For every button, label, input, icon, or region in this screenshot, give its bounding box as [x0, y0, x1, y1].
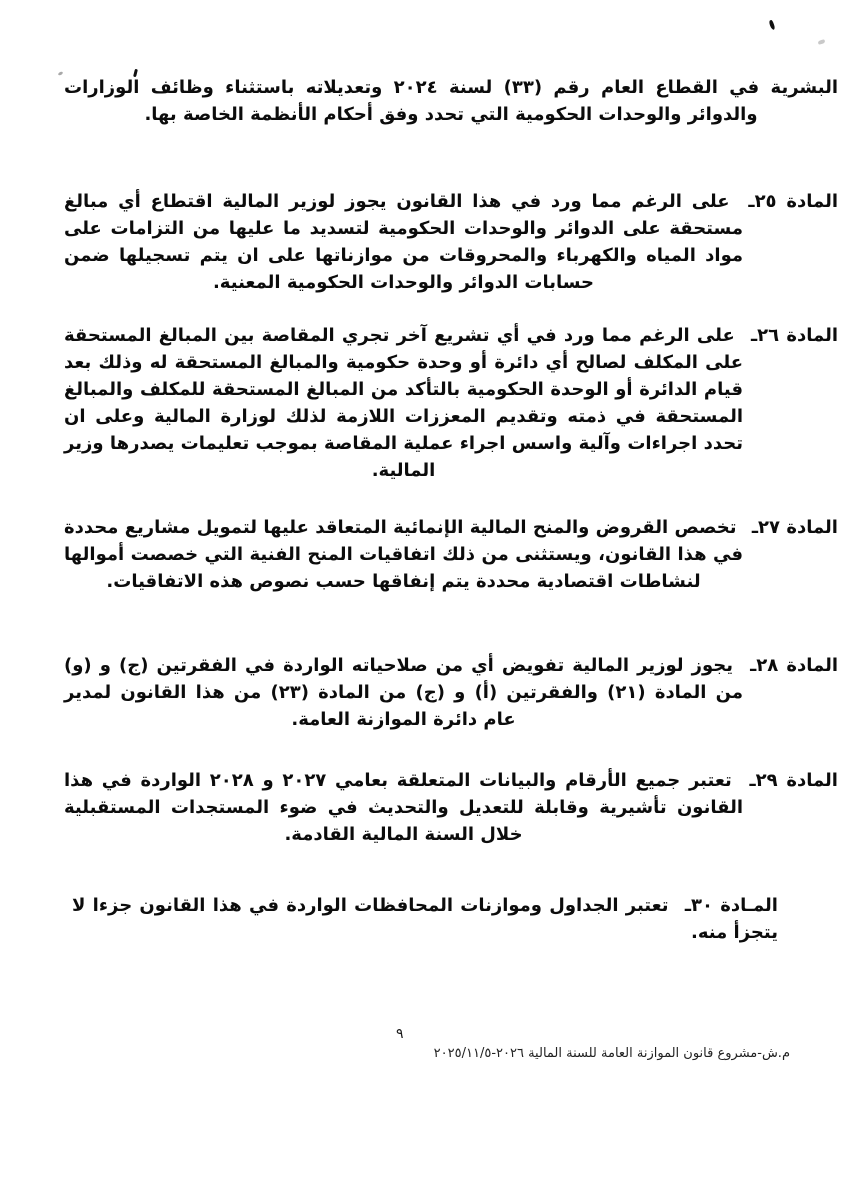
article-30	[72, 892, 778, 946]
article-30-text: تعتبر الجداول وموازنات المحافظات الواردة في هذا القانون جزءا لا يتجزأ منه.	[72, 895, 778, 943]
article-25	[64, 188, 838, 296]
article-28-label: المادة ٢٨ـ	[750, 655, 838, 676]
article-29-text: تعتبر جميع الأرقام والبيانات المتعلقة بعامي ٢٠٢٧ و ٢٠٢٨ الواردة في هذا القانون تأشيرية وقابلة للتعديل والتحديث في ضوء المستجدات المستقبلية خلال السنة المالية القادمة.	[64, 770, 743, 845]
article-27	[64, 514, 838, 595]
page-number: ٩	[396, 1026, 404, 1042]
article-27-label: المادة ٢٧ـ	[751, 517, 838, 538]
article-30-label: المـادة ٣٠ـ	[684, 895, 778, 916]
article-26-label: المادة ٢٦ـ	[751, 325, 838, 346]
article-25-text: على الرغم مما ورد في هذا القانون يجوز لوزير المالية اقتطاع أي مبالغ مستحقة على الدوائر والوحدات الحكومية لتسديد ما عليها من التزامات على مواد المياه والكهرباء والمحروقات من موازناتها على ان يتم تسجيلها ضمن حسابات الدوائر والوحدات الحكومية المعنية.	[64, 191, 743, 293]
article-29	[64, 767, 838, 848]
article-28	[64, 652, 838, 733]
scan-speck-top-right	[768, 20, 775, 31]
article-25-label: المادة ٢٥ـ	[748, 191, 838, 212]
scan-speck-left-edge	[58, 71, 64, 76]
article-26	[64, 322, 838, 484]
continuation-paragraph: البشرية في القطاع العام رقم (٣٣) لسنة ٢٠٢٤ وتعديلاته باستثناء وظائف الوزارات والدوائر والوحدات الحكومية التي تحدد وفق أحكام الأنظمة الخاصة بها.	[64, 77, 838, 125]
footer-note: م.ش-مشروع قانون الموازنة العامة للسنة المالية ٢٠٢٦-٢٠٢٥/١١/٥	[433, 1046, 790, 1061]
article-26-text: على الرغم مما ورد في أي تشريع آخر تجري المقاصة بين المبالغ المستحقة على المكلف لصالح أي دائرة أو وحدة حكومية والمبالغ المستحقة له وذلك بعد قيام الدائرة أو الوحدة الحكومية بالتأكد من المبالغ المستحقة للمكلف والمبالغ المستحقة في ذمته وتقديم المعززات اللازمة لذلك لوزارة المالية وعلى ان تحدد اجراءات وآلية واسس اجراء عملية المقاصة بموجب تعليمات يصدرها وزير المالية.	[64, 325, 743, 481]
article-28-text: يجوز لوزير المالية تفويض أي من صلاحياته الواردة في الفقرتين (ج) و (و) من المادة (٢١) والفقرتين (أ) و (ج) من المادة (٢٣) من هذا القانون لمدير عام دائرة الموازنة العامة.	[64, 655, 743, 730]
article-27-text: تخصص القروض والمنح المالية الإنمائية المتعاقد عليها لتمويل مشاريع محددة في هذا القانون، ويستثنى من ذلك اتفاقيات المنح الفنية التي خصصت أموالها لنشاطات اقتصادية محددة يتم إنفاقها حسب نصوص هذه الاتفاقيات.	[64, 517, 743, 592]
scan-speck-faint-right	[818, 39, 826, 45]
article-29-label: المادة ٢٩ـ	[749, 770, 838, 791]
